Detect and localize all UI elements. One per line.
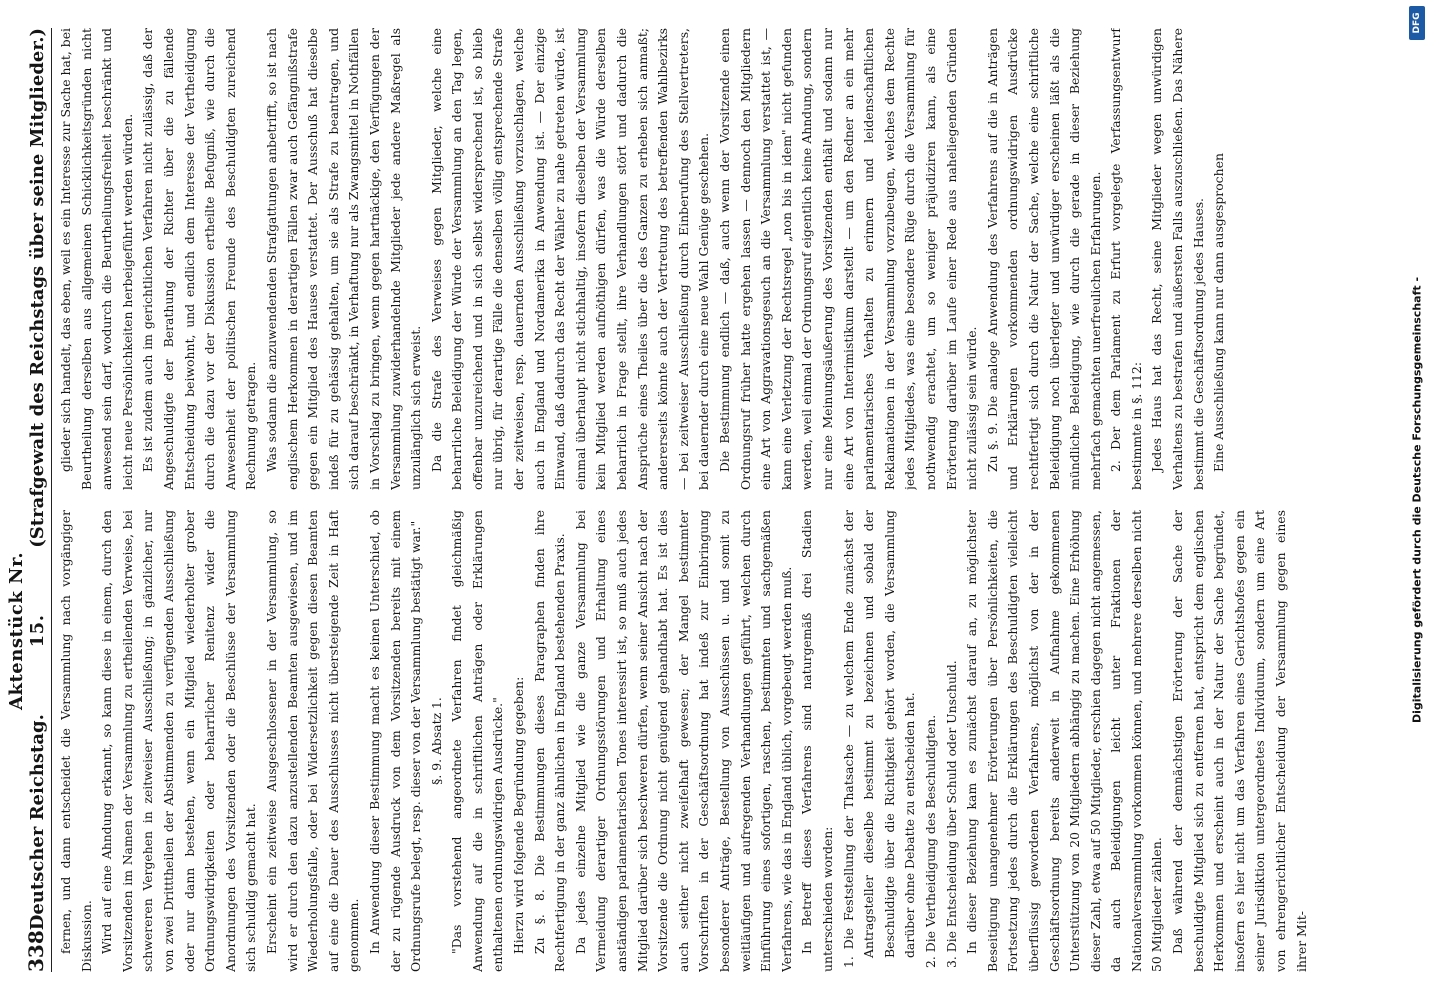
paragraph: Da jedes einzelne Mitglied wie die ganze Versammlung bei Vermeidung derartiger Ordnungsstörungen und Erhaltung eines anständigen parlamentarischen Tones interessirt ist, so muß auch jedes Mitglied darüber sich beschweren dürfen, wenn seiner Ansicht nach der Vorsitzende die Ordnung nicht genügend gehandhabt hat. Es ist dies auch seither nicht zweifelhaft gewesen; der Mangel bestimmter Vorschriften in der Geschäftsordnung hat indeß zur Einbringung besonderer Anträge, Bestellung von Ausschüssen u. und somit zu weitläufigen und aufregenden Verhandlungen geführt, welchen durch Einführung eines sofortigen, raschen, bestimmten und sachgemäßen Verfahrens, wie das in England üblich, vorgebeugt werden muß. xyxy=(572,510,794,972)
dfg-logo xyxy=(1409,6,1425,40)
header-right-title: (Strafgewalt des Reichstags über seine Mitglieder.) xyxy=(27,28,48,548)
paragraph: In Anwendung dieser Bestimmung macht es keinen Unterschied, ob der zu rügende Ausdruck von dem Vorsitzenden bereits mit einem Ordnungsrufe belegt, resp. dieser von der Versammlung bestätigt war." xyxy=(366,510,424,972)
paragraph: Erscheint ein zeitweise Ausgeschlossener in der Versammlung, so wird er durch den dazu anzustellenden Beamten ausgewiesen, und im Wiederholungsfalle, oder bei Widersetzlichkeit gegen diesen Beamten auf eine die Dauer des Ausschlusses nicht übersteigende Zeit in Haft genommen. xyxy=(263,510,362,972)
paragraph: Was sodann die anzuwendenden Strafgattungen anbetrifft, so ist nach englischem Herkommen in derartigen Fällen zwar auch Gefängnißstrafe gegen ein Mitglied des Hauses verstattet. Der Ausschuß hat dieselbe indeß für zu gehässig gehalten, um sie als Strafe zu beantragen, und sich darauf beschränkt, in Verhaftung nur als Zwangsmittel in Nothfällen in Vorschlag zu bringen, wenn gegen hartnäckige, den Verfügungen der Versammlung zuwiderhandelnde Mitglieder jede andere Maßregel als unzulänglich sich erweist. xyxy=(263,28,424,490)
paragraph: Zu §. 8. Die Bestimmungen dieses Paragraphen finden ihre Rechtfertigung in der ganz ähnlichen in England bestehenden Praxis. xyxy=(531,510,568,972)
paragraph: Wird auf eine Ahndung erkannt, so kann diese in einem, durch den Vorsitzenden im Namen der Versammlung zu ertheilenden Verweise, bei schwereren Vergehen in zeitweiser Ausschließung; in gänzlicher, nur von zwei Dritttheilen der Abstimmenden zu verfügenden Ausschließung oder nur dann bestehen, wenn ein Mitglied wiederholter grober Ordnungswidrigkeiten oder beharrlicher Renitenz wider die Anordnungen des Vorsitzenden oder die Beschlüsse der Versammlung sich schuldig gemacht hat. xyxy=(99,510,259,972)
paragraph: Die Bestimmung endlich — daß, auch wenn der Vorsitzende einen Ordnungsruf früher hatte ergehen lassen — dennoch den Mitgliedern eine Art von Aggravationsgesuch an die Versammlung verstattet ist, — kann eine Verletzung der Rechtsregel „non bis in idem" nicht gefunden werden, weil einmal der Ordnungsruf eigentlich keine Ahndung, sondern nur eine Meinungsäußerung des Vorsitzenden enthält und sodann nur eine Art von Interimistikum darstellt — um den Redner an ein mehr parlamentarisches Verhalten zu erinnern und leidenschaftlichen Reklamationen in der Versammlung vorzubeugen, welches dem Rechte jedes Mitgliedes, was eine besondere Rüge durch die Versammlung für nothwendig erachtet, um so weniger präjudiziren kann, als eine Erörterung darüber im Laufe einer Rede aus naheliegenden Gründen nicht zulässig sein würde. xyxy=(717,28,980,490)
paragraph: 2. Der dem Parlament zu Erfurt vorgelegte Verfassungsentwurf bestimmte in §. 112: xyxy=(1108,28,1144,490)
paragraph: fernen, und dann entscheidet die Versammlung nach vorgängiger Diskussion. xyxy=(58,510,94,972)
header-title: Aktenstück Nr. 15. xyxy=(6,551,48,710)
paragraph: §. 9. Absatz 1. xyxy=(428,697,444,785)
paragraph: 1. Die Feststellung der Thatsache — zu welchem Ende zunächst der Antragsteller dieselbe bestimmt zu bezeichnen und sobald der Beschuldigte über die Richtigkeit gehört worden, die Versammlung darüber ohne Debatte zu entscheiden hat. xyxy=(840,510,918,968)
paragraph: glieder sich handelt, das eben, weil es ein Interesse zur Sache hat, bei Beurtheilung derselben aus allgemeinen Schicklichkeitsgründen nicht anwesend sein darf, wodurch die Beurtheilungsfreiheit beschränkt und leicht neue Persönlichkeiten herbeigeführt werden würden. xyxy=(58,28,135,490)
text-columns xyxy=(56,28,1384,972)
right-column xyxy=(56,28,1384,490)
dfg-funding-note: Digitalisierung gefördert durch die Deutsche Forschungsgemeinschaft - xyxy=(1410,276,1424,724)
paragraph: 3. Die Entscheidung über Schuld oder Unschuld. xyxy=(943,660,959,968)
paragraph: Daß während der demnächstigen Erörterung der Sache der beschuldigte Mitglied sich zu entfernen hat, entspricht dem englischen Herkommen und erscheint auch in der Natur der Sache begründet, insofern es hier nicht um das Verfahren eines Gerichtshofes gegen ein seiner Jurisdiktion untergeordnetes Individuum, sondern um eine Art von ehrengerichtlicher Entscheidung der Versammlung gegen eines ihrer Mit- xyxy=(1170,510,1309,972)
dfg-logo-text: DFG xyxy=(1412,12,1422,34)
paragraph: Da die Strafe des Verweises gegen Mitglieder, welche eine beharrliche Beleidigung der Würde der Versammlung an den Tag legen, offenbar unzureichend und in sich selbst widersprechend ist, so blieb nur übrig, für derartige Fälle die denselben völlig entsprechende Strafe der zeitweisen, resp. dauernden Ausschließung vorzuschlagen, welche auch in England und Nordamerika in Anwendung ist. — Der einzige Einwand, daß dadurch das Recht der Wähler zu nahe getreten würde, ist einmal überhaupt nicht stichhaltig, insofern dieselben der Versammlung kein Mitglied werden aufnöthigen dürfen, was die Würde derselben beharrlich in Frage stellt, ihre Verhandlungen stört und dadurch die Ansprüche eines Theiles über die des Ganzen zu erheben sich anmaßt; andererseits könnte auch der Vertretung des betreffenden Wahlbezirks — bei zeitweiser Ausschließung durch Einberufung des Stellvertreters, bei dauernder durch eine neue Wahl Genüge geschehen. xyxy=(428,28,712,490)
paragraph: Eine Ausschließung kann nur dann ausgesprochen xyxy=(1211,153,1227,472)
paragraph: In dieser Beziehung kam es zunächst darauf an, zu möglichster Beseitigung unangenehmer Erörterungen über Persönlichkeiten, die Fortsetzung jedes durch die Erklärungen des Beschuldigten vielleicht überflüssig gewordenen Verfahrens, möglichst von der in der Geschäftsordnung bereits anderweit in Aufnahme gekommenen Unterstützung von 20 Mitgliedern abhängig zu machen. Eine Erhöhung dieser Zahl, etwa auf 50 Mitglieder, erschien dagegen nicht angemessen, da auch Beleidigungen leicht unter Fraktionen der Nationalversammlung vorkommen können, und mehrere derselben nicht 50 Mitglieder zählen. xyxy=(964,510,1165,972)
paragraph: "Das vorstehend angeordnete Verfahren findet gleichmäßig Anwendung auf die in schriftlichen Anträgen oder Erklärungen enthaltenen ordnungswidrigen Ausdrücke." xyxy=(449,510,506,972)
left-column xyxy=(56,510,1384,972)
paragraph: Zu §. 9. Die analoge Anwendung des Verfahrens auf die in Anträgen und Erklärungen vorkommenden ordnungswidrigen Ausdrücke rechtfertigt sich durch die Natur der Sache, welche eine schriftliche Beleidigung noch überlegter und unwürdiger erscheinen läßt als die mündliche Beleidigung, wie durch die gerade in dieser Beziehung mehrfach gemachten unerfreulichen Erfahrungen. xyxy=(984,28,1103,490)
paragraph: Jedes Haus hat das Recht, seine Mitglieder wegen unwürdigen Verhaltens zu bestrafen und äußersten Falls auszuschließen. Das Nähere bestimmt die Geschäftsordnung jedes Hauses. xyxy=(1149,28,1206,490)
header-left-title: Deutscher Reichstag. xyxy=(27,714,48,931)
paragraph: 2. Die Vertheidigung des Beschuldigten. xyxy=(922,714,938,968)
digitization-sidebar xyxy=(1406,4,1428,996)
paragraph: Hierzu wird folgende Begründung gegeben: xyxy=(511,676,527,954)
page-header xyxy=(6,28,52,972)
paragraph: In Betreff dieses Verfahrens sind naturgemäß drei Stadien unterschieden worden: xyxy=(799,510,835,972)
page-number: 338 xyxy=(24,930,48,972)
paragraph: Es ist zudem auch im gerichtlichen Verfahren nicht zulässig, daß der Angeschuldigte der Berathung der Richter über die zu fällende Entscheidung beiwohnt, und endlich dem Interesse der Vertheidigung durch die dazu vor der Diskussion ertheilte Befugniß, wie durch die Anwesenheit der politischen Freunde des Beschuldigten zureichend Rechnung getragen. xyxy=(140,28,259,490)
dfg-note-wrap xyxy=(1406,4,1428,996)
